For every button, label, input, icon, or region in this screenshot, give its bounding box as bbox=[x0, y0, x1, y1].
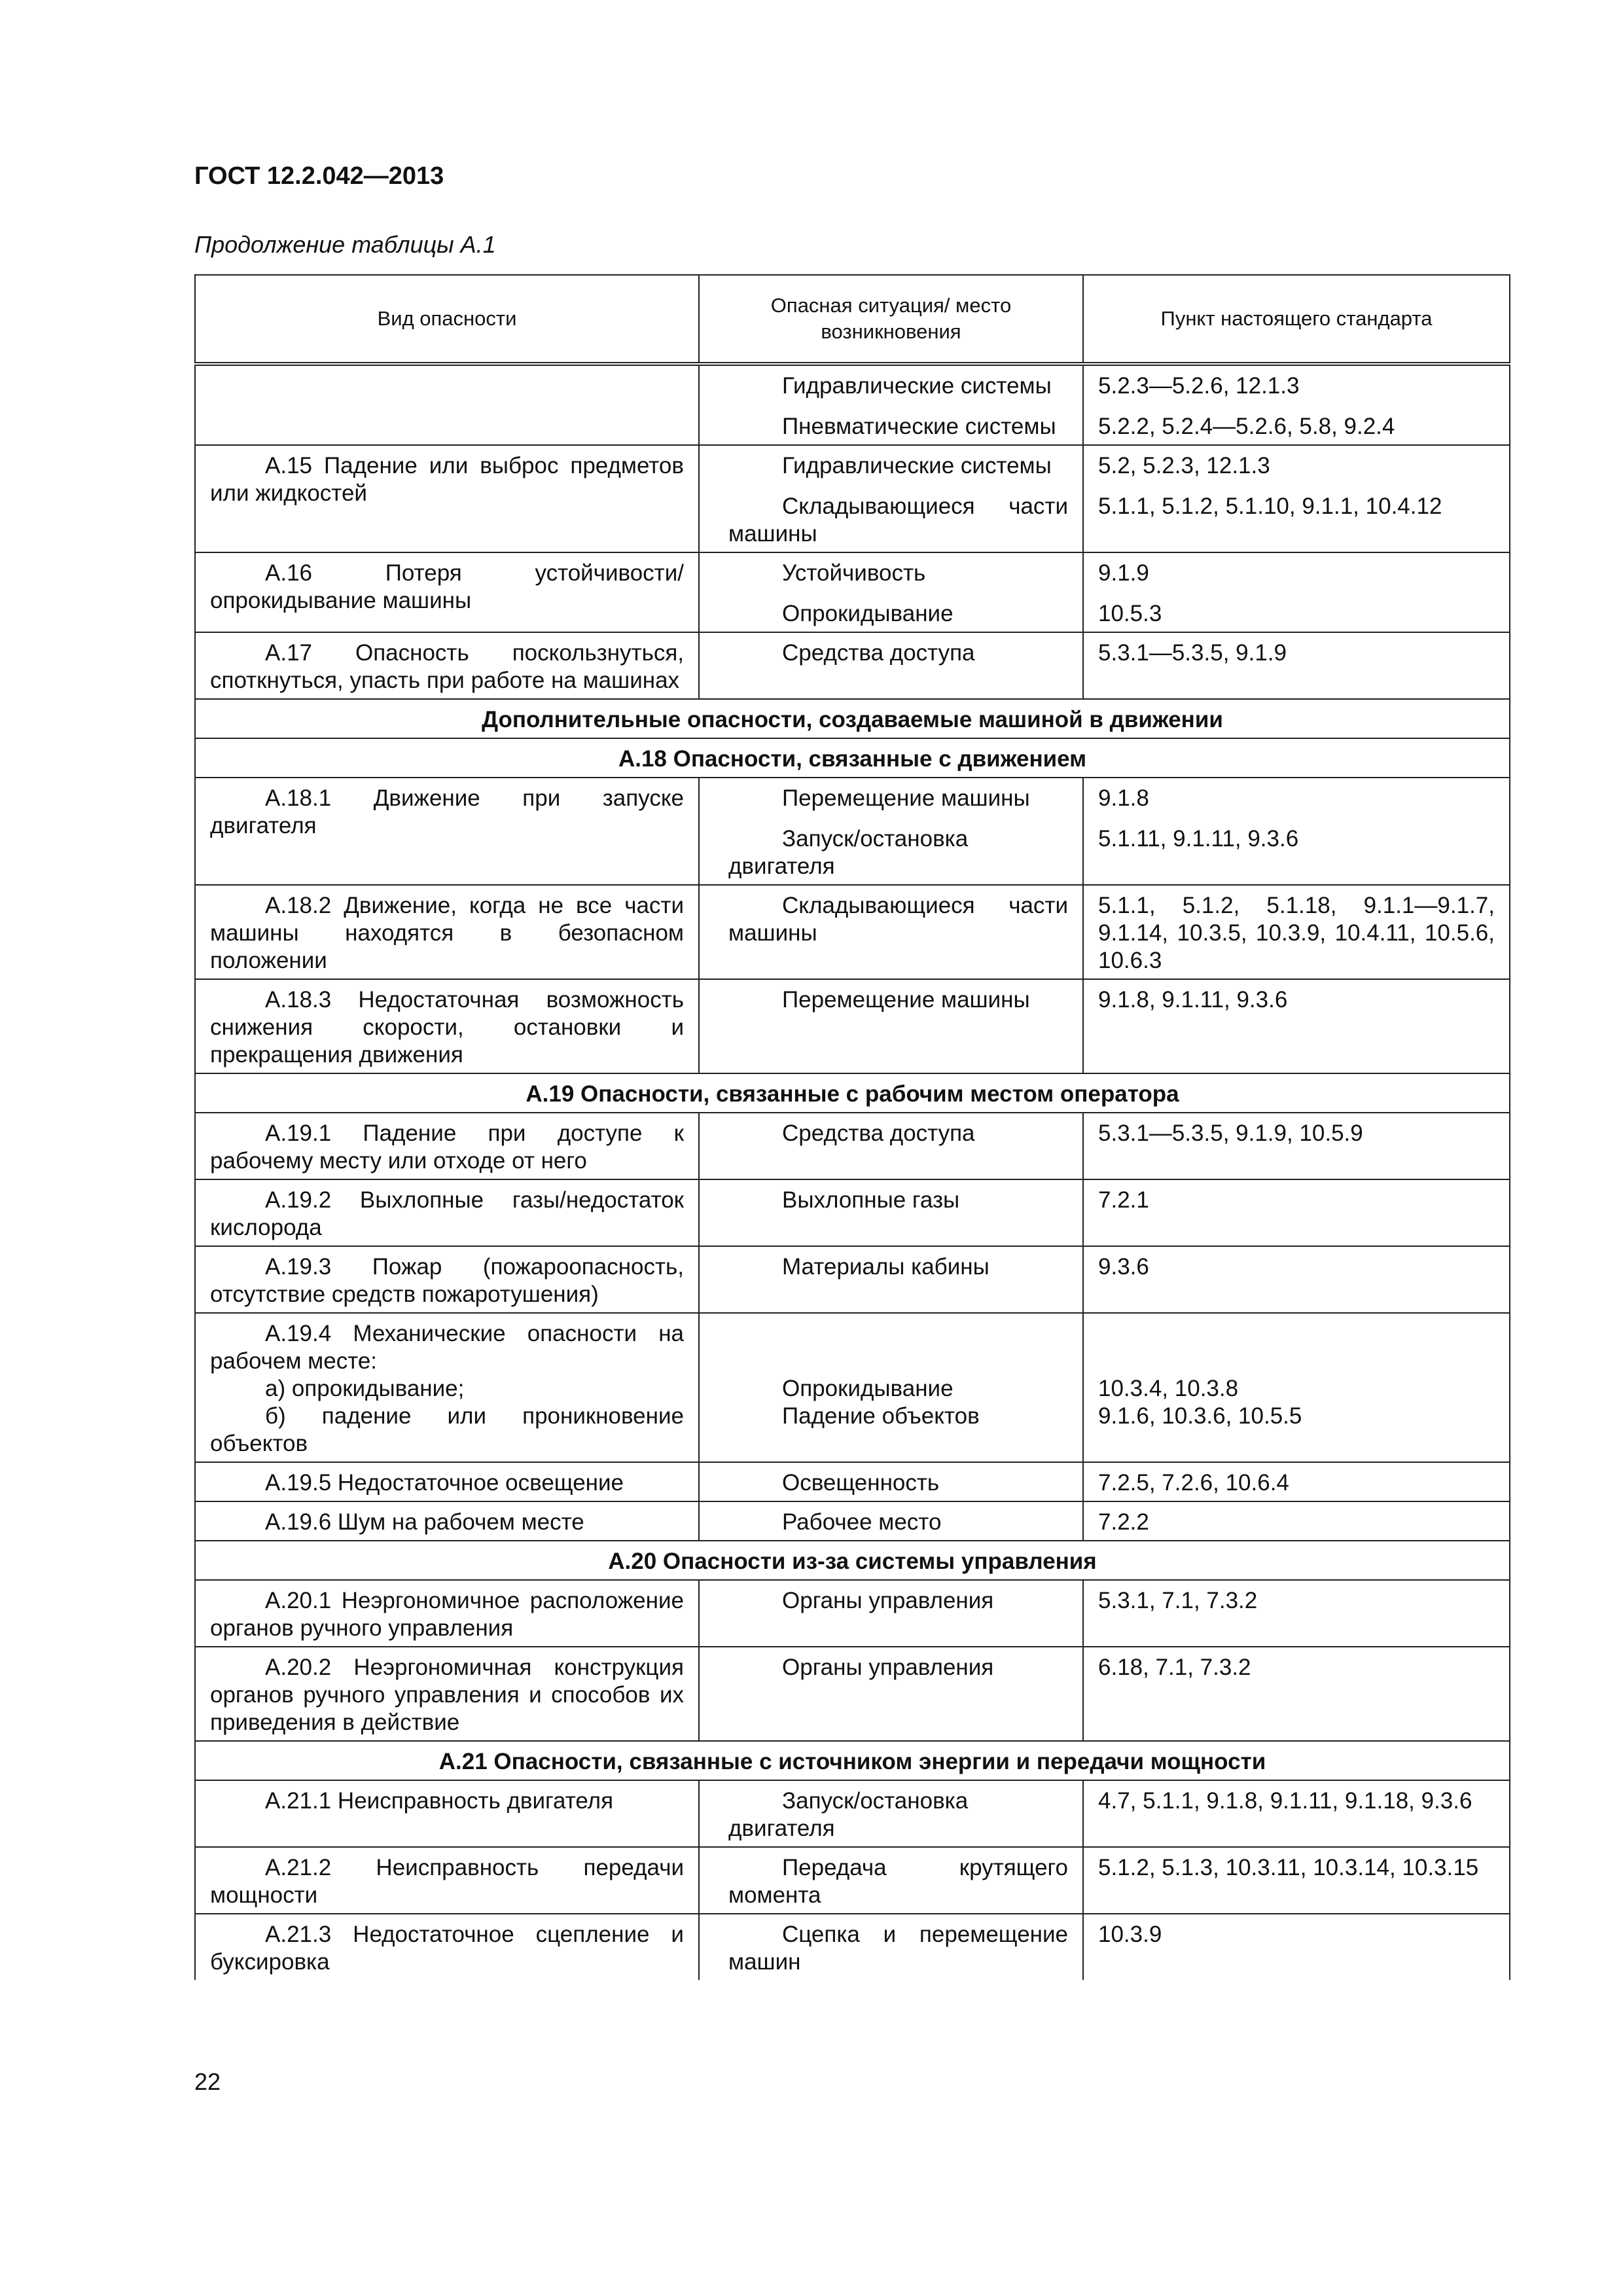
column-header-situation: Опасная ситуация/ место возникновения bbox=[699, 275, 1083, 364]
situation-text: Опрокидывание bbox=[782, 601, 954, 626]
clause-cell: 5.3.1, 7.1, 7.3.2 bbox=[1083, 1580, 1510, 1647]
table-row bbox=[195, 778, 1510, 885]
clause-cell bbox=[1083, 445, 1510, 552]
section-row bbox=[195, 738, 1510, 778]
clause-cell: 4.7, 5.1.1, 9.1.8, 9.1.11, 9.1.18, 9.3.6 bbox=[1083, 1780, 1510, 1847]
situation-text: Освещенность bbox=[782, 1470, 940, 1496]
table-row bbox=[195, 1313, 1510, 1462]
clause-text: 5.2.3—5.2.6, 12.1.3 bbox=[1098, 373, 1300, 399]
situation-cell bbox=[699, 979, 1083, 1073]
section-row bbox=[195, 1073, 1510, 1113]
clause-cell bbox=[1083, 364, 1510, 445]
clause-text: 5.2, 5.2.3, 12.1.3 bbox=[1098, 453, 1270, 478]
situation-text: Органы управления bbox=[782, 1588, 994, 1613]
table-row bbox=[195, 885, 1510, 979]
situation-cell bbox=[699, 885, 1083, 979]
situation-text: Средства доступа bbox=[782, 640, 975, 666]
hazard-cell bbox=[195, 552, 699, 632]
situation-text: Выхлопные газы bbox=[782, 1187, 960, 1213]
hazard-text: А.18.1 Движение при запуске двигателя bbox=[210, 785, 684, 838]
situation-cell bbox=[699, 1113, 1083, 1179]
hazard-text: А.21.1 Неисправность двигателя bbox=[265, 1788, 614, 1814]
situation-text: Передача крутящего момента bbox=[728, 1855, 1068, 1908]
situation-text: Перемещение машины bbox=[782, 785, 1030, 811]
clause-cell: 5.3.1—5.3.5, 9.1.9 bbox=[1083, 632, 1510, 699]
situation-cell bbox=[699, 1501, 1083, 1541]
table-row bbox=[195, 1914, 1510, 1980]
situation-cell bbox=[699, 1914, 1083, 1980]
situation-cell bbox=[699, 445, 1083, 552]
document-code: ГОСТ 12.2.042—2013 bbox=[194, 162, 444, 190]
hazard-text: А.19.2 Выхлопные газы/недостаток кислорода bbox=[210, 1187, 684, 1240]
hazard-text: А.19.3 Пожар (пожароопасность, отсутствие средств пожаротушения) bbox=[210, 1254, 684, 1307]
section-row bbox=[195, 1741, 1510, 1780]
hazard-text: А.18.3 Недостаточная возможность снижения скорости, остановки и прекращения движения bbox=[210, 987, 684, 1067]
situation-text: Гидравлические системы bbox=[782, 453, 1052, 478]
situation-text: Средства доступа bbox=[782, 1121, 975, 1146]
hazard-cell bbox=[195, 1647, 699, 1741]
clause-text: 5.2.2, 5.2.4—5.2.6, 5.8, 9.2.4 bbox=[1098, 414, 1395, 439]
clause-text: 9.1.9 bbox=[1098, 560, 1149, 586]
situation-text: Падение объектов bbox=[782, 1403, 980, 1429]
clause-cell: 10.3.9 bbox=[1083, 1914, 1510, 1980]
hazard-cell bbox=[195, 445, 699, 552]
hazard-text: А.19.6 Шум на рабочем месте bbox=[265, 1509, 584, 1535]
section-heading: А.21 Опасности, связанные с источником энергии и передачи мощности bbox=[195, 1741, 1510, 1780]
situation-text: Запуск/остановка двигателя bbox=[728, 1788, 969, 1841]
hazard-cell bbox=[195, 1462, 699, 1501]
table-row bbox=[195, 1179, 1510, 1246]
clause-text: 9.1.6, 10.3.6, 10.5.5 bbox=[1098, 1403, 1302, 1429]
situation-cell bbox=[699, 1246, 1083, 1313]
hazard-cell bbox=[195, 1501, 699, 1541]
table-row bbox=[195, 364, 1510, 445]
clause-cell: 9.3.6 bbox=[1083, 1246, 1510, 1313]
situation-cell bbox=[699, 1780, 1083, 1847]
situation-cell bbox=[699, 552, 1083, 632]
hazard-text: А.20.2 Неэргономичная конструкция органов ручного управления и способов их приведения в действие bbox=[210, 1655, 684, 1735]
hazard-cell bbox=[195, 1113, 699, 1179]
clause-cell: 7.2.5, 7.2.6, 10.6.4 bbox=[1083, 1462, 1510, 1501]
section-heading: А.19 Опасности, связанные с рабочим местом оператора bbox=[195, 1073, 1510, 1113]
table-row bbox=[195, 1113, 1510, 1179]
section-row bbox=[195, 699, 1510, 738]
clause-text: 10.5.3 bbox=[1098, 601, 1162, 626]
hazard-text: А.15 Падение или выброс предметов или жидкостей bbox=[210, 453, 684, 506]
hazard-text: А.20.1 Неэргономичное расположение органов ручного управления bbox=[210, 1588, 684, 1641]
clause-text: 10.3.4, 10.3.8 bbox=[1098, 1376, 1239, 1401]
table-header-row bbox=[195, 275, 1510, 364]
column-header-hazard: Вид опасности bbox=[195, 275, 699, 364]
clause-cell: 5.3.1—5.3.5, 9.1.9, 10.5.9 bbox=[1083, 1113, 1510, 1179]
hazard-cell bbox=[195, 979, 699, 1073]
hazard-cell bbox=[195, 1246, 699, 1313]
table-row bbox=[195, 1246, 1510, 1313]
situation-text: Складывающиеся части машины bbox=[728, 493, 1068, 547]
page-number: 22 bbox=[194, 2068, 221, 2095]
hazard-cell bbox=[195, 364, 699, 445]
situation-cell bbox=[699, 1179, 1083, 1246]
situation-text: Сцепка и перемещение машин bbox=[728, 1922, 1068, 1975]
table-row bbox=[195, 445, 1510, 552]
situation-text: Пневматические системы bbox=[782, 414, 1056, 439]
clause-text: 9.1.8 bbox=[1098, 785, 1149, 811]
hazard-cell bbox=[195, 885, 699, 979]
situation-text: Складывающиеся части машины bbox=[728, 893, 1068, 946]
table-row bbox=[195, 1580, 1510, 1647]
table-row bbox=[195, 1780, 1510, 1847]
hazard-cell bbox=[195, 1179, 699, 1246]
hazard-text: А.18.2 Движение, когда не все части машины находятся в безопасном положении bbox=[210, 893, 684, 973]
clause-cell: 7.2.2 bbox=[1083, 1501, 1510, 1541]
hazard-cell bbox=[195, 1313, 699, 1462]
situation-text: Гидравлические системы bbox=[782, 373, 1052, 399]
situation-text: Органы управления bbox=[782, 1655, 994, 1680]
table-caption: Продолжение таблицы А.1 bbox=[194, 231, 496, 258]
clause-cell bbox=[1083, 1313, 1510, 1462]
section-heading: А.20 Опасности из-за системы управления bbox=[195, 1541, 1510, 1580]
section-row bbox=[195, 1541, 1510, 1580]
column-header-clause: Пункт настоящего стандарта bbox=[1083, 275, 1510, 364]
hazard-text: А.21.2 Неисправность передачи мощности bbox=[210, 1855, 684, 1908]
clause-cell bbox=[1083, 778, 1510, 885]
table-row bbox=[195, 1647, 1510, 1741]
situation-cell bbox=[699, 632, 1083, 699]
situation-text: Опрокидывание bbox=[782, 1376, 954, 1401]
hazard-cell bbox=[195, 632, 699, 699]
clause-cell: 5.1.2, 5.1.3, 10.3.11, 10.3.14, 10.3.15 bbox=[1083, 1847, 1510, 1914]
situation-cell bbox=[699, 1580, 1083, 1647]
hazard-list-item: б) падение или проникновение объектов bbox=[210, 1403, 684, 1456]
table-row bbox=[195, 979, 1510, 1073]
hazard-list-item: а) опрокидывание; bbox=[265, 1376, 465, 1401]
clause-cell: 5.1.1, 5.1.2, 5.1.18, 9.1.1—9.1.7, 9.1.14, 10.3.5, 10.3.9, 10.4.11, 10.5.6, 10.6.3 bbox=[1083, 885, 1510, 979]
clause-text: 5.1.11, 9.1.11, 9.3.6 bbox=[1098, 826, 1299, 852]
hazard-text: А.19.1 Падение при доступе к рабочему месту или отходе от него bbox=[210, 1121, 684, 1174]
hazard-cell bbox=[195, 1780, 699, 1847]
situation-text: Перемещение машины bbox=[782, 987, 1030, 1013]
section-heading: Дополнительные опасности, создаваемые машиной в движении bbox=[195, 699, 1510, 738]
hazard-cell bbox=[195, 1580, 699, 1647]
hazard-cell bbox=[195, 778, 699, 885]
situation-cell bbox=[699, 1647, 1083, 1741]
hazards-table bbox=[194, 274, 1510, 1980]
hazard-cell bbox=[195, 1914, 699, 1980]
situation-text: Рабочее место bbox=[782, 1509, 942, 1535]
situation-text: Запуск/остановка двигателя bbox=[728, 826, 969, 879]
hazard-text: А.19.4 Механические опасности на рабочем месте: bbox=[210, 1321, 684, 1374]
hazard-text: А.16 Потеря устойчивости/ опрокидывание машины bbox=[210, 560, 684, 613]
table-row bbox=[195, 552, 1510, 632]
clause-cell: 7.2.1 bbox=[1083, 1179, 1510, 1246]
situation-cell bbox=[699, 1313, 1083, 1462]
hazard-cell bbox=[195, 1847, 699, 1914]
clause-text: 5.1.1, 5.1.2, 5.1.10, 9.1.1, 10.4.12 bbox=[1098, 493, 1442, 519]
situation-cell bbox=[699, 1462, 1083, 1501]
section-heading: А.18 Опасности, связанные с движением bbox=[195, 738, 1510, 778]
table-row bbox=[195, 1501, 1510, 1541]
table-row bbox=[195, 632, 1510, 699]
table-row bbox=[195, 1462, 1510, 1501]
hazard-text: А.19.5 Недостаточное освещение bbox=[265, 1470, 624, 1496]
hazard-text: А.21.3 Недостаточное сцепление и буксировка bbox=[210, 1922, 684, 1975]
situation-cell bbox=[699, 364, 1083, 445]
clause-cell: 9.1.8, 9.1.11, 9.3.6 bbox=[1083, 979, 1510, 1073]
table-row bbox=[195, 1847, 1510, 1914]
situation-text: Устойчивость bbox=[782, 560, 926, 586]
situation-text: Материалы кабины bbox=[782, 1254, 990, 1280]
clause-cell: 6.18, 7.1, 7.3.2 bbox=[1083, 1647, 1510, 1741]
situation-cell bbox=[699, 778, 1083, 885]
clause-cell bbox=[1083, 552, 1510, 632]
hazard-text: А.17 Опасность поскользнуться, споткнуться, упасть при работе на машинах bbox=[210, 640, 684, 693]
situation-cell bbox=[699, 1847, 1083, 1914]
